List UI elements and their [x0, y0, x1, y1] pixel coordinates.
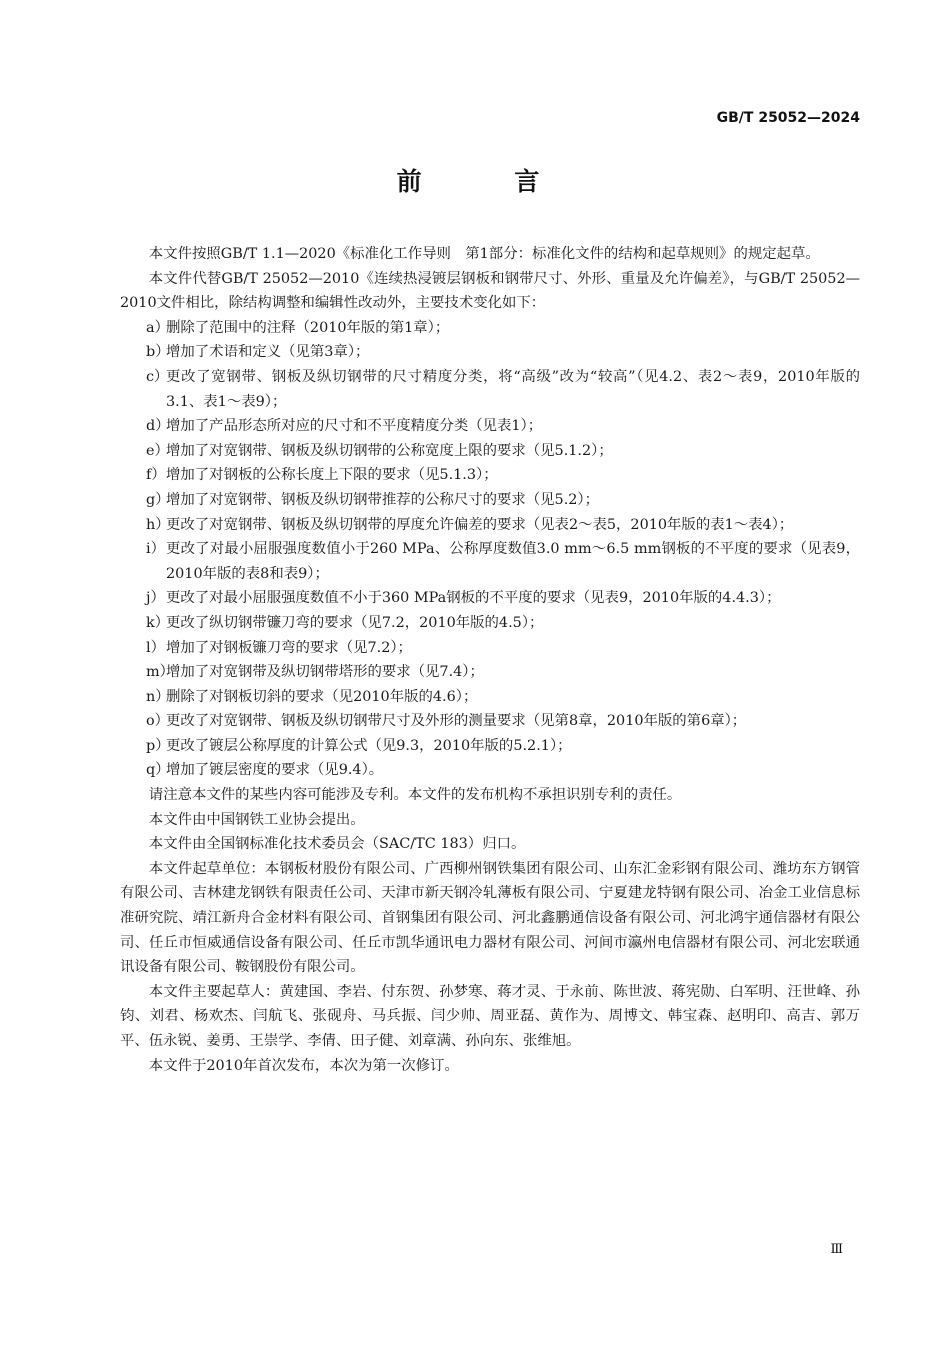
- list-item: [120, 586, 860, 611]
- changes-list: [120, 316, 860, 783]
- list-text: 增加了产品形态所对应的尺寸和不平度精度分类（见表1）；: [166, 418, 543, 435]
- list-item: [120, 636, 860, 661]
- paragraph: 本文件由全国钢标准化技术委员会（SAC/TC 183）归口。: [148, 836, 526, 853]
- list-marker: o）: [146, 713, 170, 730]
- list-item: [120, 365, 860, 414]
- list-text: 增加了对宽钢带、钢板及纵切钢带推荐的公称尺寸的要求（见5.2）；: [166, 491, 600, 508]
- list-text: 更改了对最小屈服强度数值不小于360 MPa钢板的不平度的要求（见表9，2010年版的4.4.3）；: [166, 590, 781, 607]
- standard-code: GB/T 25052—2024: [716, 110, 860, 126]
- list-item: [120, 611, 860, 636]
- paragraph: 本文件代替GB/T 25052—2010《连续热浸镀层钢板和钢带尺寸、外形、重量及允许偏差》，与GB/T 25052—2010文件相比，除结构调整和编辑性改动外，主要技术变化如下：: [120, 270, 860, 312]
- list-item: [120, 513, 860, 538]
- list-marker: h）: [146, 516, 170, 533]
- list-marker: b）: [146, 344, 170, 361]
- list-text: 增加了镀层密度的要求（见9.4）。: [166, 762, 384, 779]
- list-item: [120, 537, 860, 586]
- paragraph: 请注意本文件的某些内容可能涉及专利。本文件的发布机构不承担识别专利的责任。: [148, 787, 682, 804]
- page-number: Ⅲ: [830, 1242, 843, 1257]
- list-marker: c）: [146, 368, 169, 385]
- list-text: 增加了术语和定义（见第3章）；: [166, 344, 370, 361]
- list-item: [120, 685, 860, 710]
- paragraph: 本文件按照GB/T 1.1—2020《标准化工作导则 第1部分：标准化文件的结构和起草规则》的规定起草。: [148, 246, 820, 262]
- list-marker: k）: [146, 614, 170, 631]
- paragraph: 本文件主要起草人：黄建国、李岩、付东贺、孙梦寒、蒋才灵、于永前、陈世波、蒋宪勋、白军明、汪世峰、孙钧、刘君、杨欢杰、闫航飞、张砚舟、马兵振、闫少帅、周亚磊、黄作为、周博文、韩宝森、赵明印、高吉、郭万平、伍永锐、姜勇、王崇学、李倩、田子健、刘章满、孙向东、张维旭。: [120, 983, 860, 1049]
- list-item: [120, 758, 860, 783]
- list-marker: f）: [146, 467, 166, 484]
- list-item: [120, 316, 860, 341]
- list-text: 增加了对宽钢带及纵切钢带塔形的要求（见7.4）；: [166, 664, 484, 681]
- list-marker: g）: [146, 491, 170, 508]
- list-item: [120, 488, 860, 513]
- list-item: [120, 414, 860, 439]
- list-item: [120, 709, 860, 734]
- list-text: 删除了范围中的注释（2010年版的第1章）；: [166, 319, 450, 336]
- list-text: 删除了对钢板切斜的要求（见2010年版的4.6）；: [166, 688, 478, 705]
- list-marker: m）: [146, 664, 175, 681]
- paragraph: 本文件于2010年首次发布，本次为第一次修订。: [148, 1057, 459, 1074]
- document-body: [120, 242, 860, 1078]
- list-marker: d）: [146, 418, 170, 435]
- page-title: 前 言: [396, 167, 582, 196]
- list-item: [120, 439, 860, 464]
- list-item: [120, 340, 860, 365]
- list-marker: p）: [146, 737, 170, 754]
- list-text: 更改了对最小屈服强度数值小于260 MPa、公称厚度数值3.0 mm～6.5 mm钢板的不平度的要求（见表9，2010年版的表8和表9）；: [166, 541, 860, 582]
- list-text: 更改了对宽钢带、钢板及纵切钢带尺寸及外形的测量要求（见第8章，2010年版的第6章）；: [166, 713, 747, 730]
- list-text: 更改了对宽钢带、钢板及纵切钢带的厚度允许偏差的要求（见表2～表5，2010年版的表1～表4）；: [166, 516, 794, 533]
- list-item: [120, 463, 860, 488]
- paragraph: 本文件起草单位：本钢板材股份有限公司、广西柳州钢铁集团有限公司、山东汇金彩钢有限公司、潍坊东方钢管有限公司、吉林建龙钢铁有限责任公司、天津市新天钢冷轧薄板有限公司、宁夏建龙特钢有限公司、冶金工业信息标准研究院、靖江新舟合金材料有限公司、首钢集团有限公司、河北鑫鹏通信设备有限公司、河北鸿宇通信器材有限公司、任丘市恒威通信设备有限公司、任丘市凯华通讯电力器材有限公司、河间市瀛州电信器材有限公司、河北宏联通讯设备有限公司、鞍钢股份有限公司。: [120, 860, 860, 976]
- list-marker: j）: [146, 590, 165, 607]
- list-marker: n）: [146, 688, 170, 705]
- list-marker: l）: [146, 639, 165, 656]
- list-marker: i）: [146, 541, 165, 558]
- list-text: 增加了对钢板镰刀弯的要求（见7.2）；: [166, 639, 412, 656]
- list-text: 更改了宽钢带、钢板及纵切钢带的尺寸精度分类，将“高级”改为“较高”（见4.2、表2～表9，2010年版的3.1、表1～表9）；: [166, 368, 860, 410]
- list-marker: e）: [146, 442, 169, 459]
- list-marker: q）: [146, 762, 170, 779]
- list-item: [120, 734, 860, 759]
- list-text: 更改了镀层公称厚度的计算公式（见9.3，2010年版的5.2.1）；: [166, 737, 572, 754]
- list-text: 更改了纵切钢带镰刀弯的要求（见7.2，2010年版的4.5）；: [166, 614, 544, 631]
- list-marker: a）: [146, 319, 169, 336]
- list-item: [120, 660, 860, 685]
- list-text: 增加了对钢板的公称长度上下限的要求（见5.1.3）；: [166, 467, 498, 484]
- paragraph: 本文件由中国钢铁工业协会提出。: [148, 811, 365, 828]
- list-text: 增加了对宽钢带、钢板及纵切钢带的公称宽度上限的要求（见5.1.2）；: [166, 442, 613, 459]
